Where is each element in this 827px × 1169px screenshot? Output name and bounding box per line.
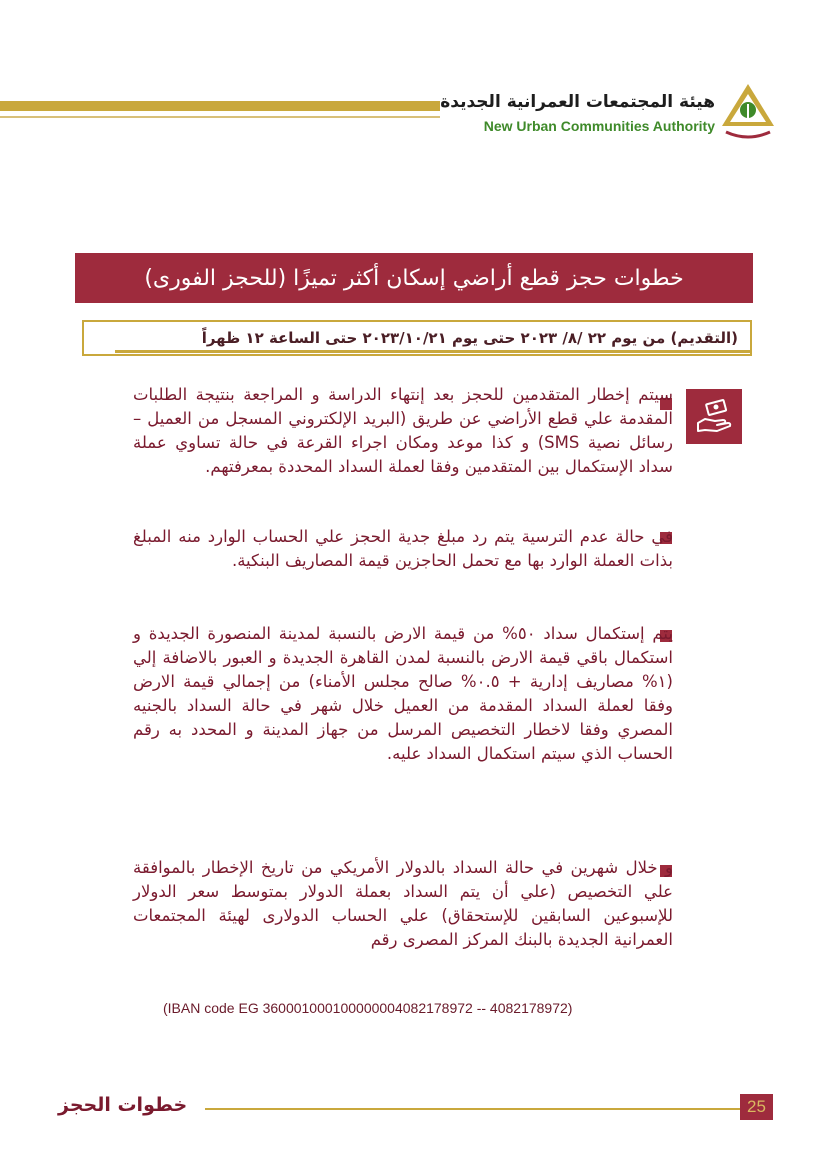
header-gold-line [0, 116, 440, 118]
bullet-notification: سيتم إخطار المتقدمين للحجز بعد إنتهاء الدراسة و المراجعة بنتيجة الطلبات المقدمة علي قطع الأراضي عن طريق (البريد الإلكتروني المسجل من العميل – رسائل نصية SMS) و كذا موعد ومكان اجراء القرعة في حالة تساوي عملة سداد الإستكمال بين المتقدمين وفقا لعملة السداد المحددة بمعرفتهم. [133, 385, 673, 476]
bullet-dollar-payment: و خلال شهرين في حالة السداد بالدولار الأمريكي من تاريخ الإخطار بالموافقة علي التخصيص (علي أن يتم السداد بعملة الدولار بمتوسط سعر الدولار للإسبوعين السابقين للإستحقاق) علي الحساب الدولارى لهيئة المجتمعات العمرانية الجديدة بالبنك المركز المصرى رقم [133, 858, 673, 949]
bullet-refund: في حالة عدم الترسية يتم رد مبلغ جدية الحجز علي الحساب الوارد منه المبلغ بذات العملة الوارد بها مع تحمل الحاجزين قيمة المصاريف البنكية. [133, 527, 673, 570]
iban-code: (IBAN code EG 360001000100000004082178972 -- 4082178972) [163, 1000, 573, 1016]
section-title: خطوات حجز قطع أراضي إسكان أكثر تميزًا (للحجز الفورى) [144, 265, 684, 291]
nuca-logo [720, 82, 776, 142]
bullet-completion-payment: يتم إستكمال سداد ٥٠% من قيمة الارض بالنسبة لمدينة المنصورة الجديدة و استكمال باقي قيمة الارض بالنسبة لمدن القاهرة الجديدة و العبور بالاضافة إلي (١% مصاريف إدارية + ٠.٥% صالح مجلس الأمناء) من إجمالي قيمة الارض وفقا لعملة السداد المقدمة من العميل خلال شهر في حالة السداد بالجنيه المصري وفقا لاخطار التخصيص المرسل من جهاز المدينة و المحدد به رقم الحساب الذي سيتم استكمال السداد عليه. [133, 624, 673, 763]
org-name-english: New Urban Communities Authority [483, 118, 715, 134]
application-date-range: (التقديم) من يوم ٢٢ /٨/ ٢٠٢٣ حتى يوم ٢٠٢٣/١٠/٢١ حتى الساعة ١٢ ظهراً [201, 329, 738, 347]
page-number: 25 [740, 1094, 773, 1120]
section-title-band [75, 253, 753, 303]
footer-section-title: خطوات الحجز [58, 1094, 188, 1116]
org-name-arabic: هيئة المجتمعات العمرانية الجديدة [440, 92, 715, 112]
footer-gold-line [205, 1108, 740, 1110]
header-gold-bar [0, 101, 440, 111]
hand-money-icon [686, 389, 742, 444]
date-underline [115, 350, 750, 353]
